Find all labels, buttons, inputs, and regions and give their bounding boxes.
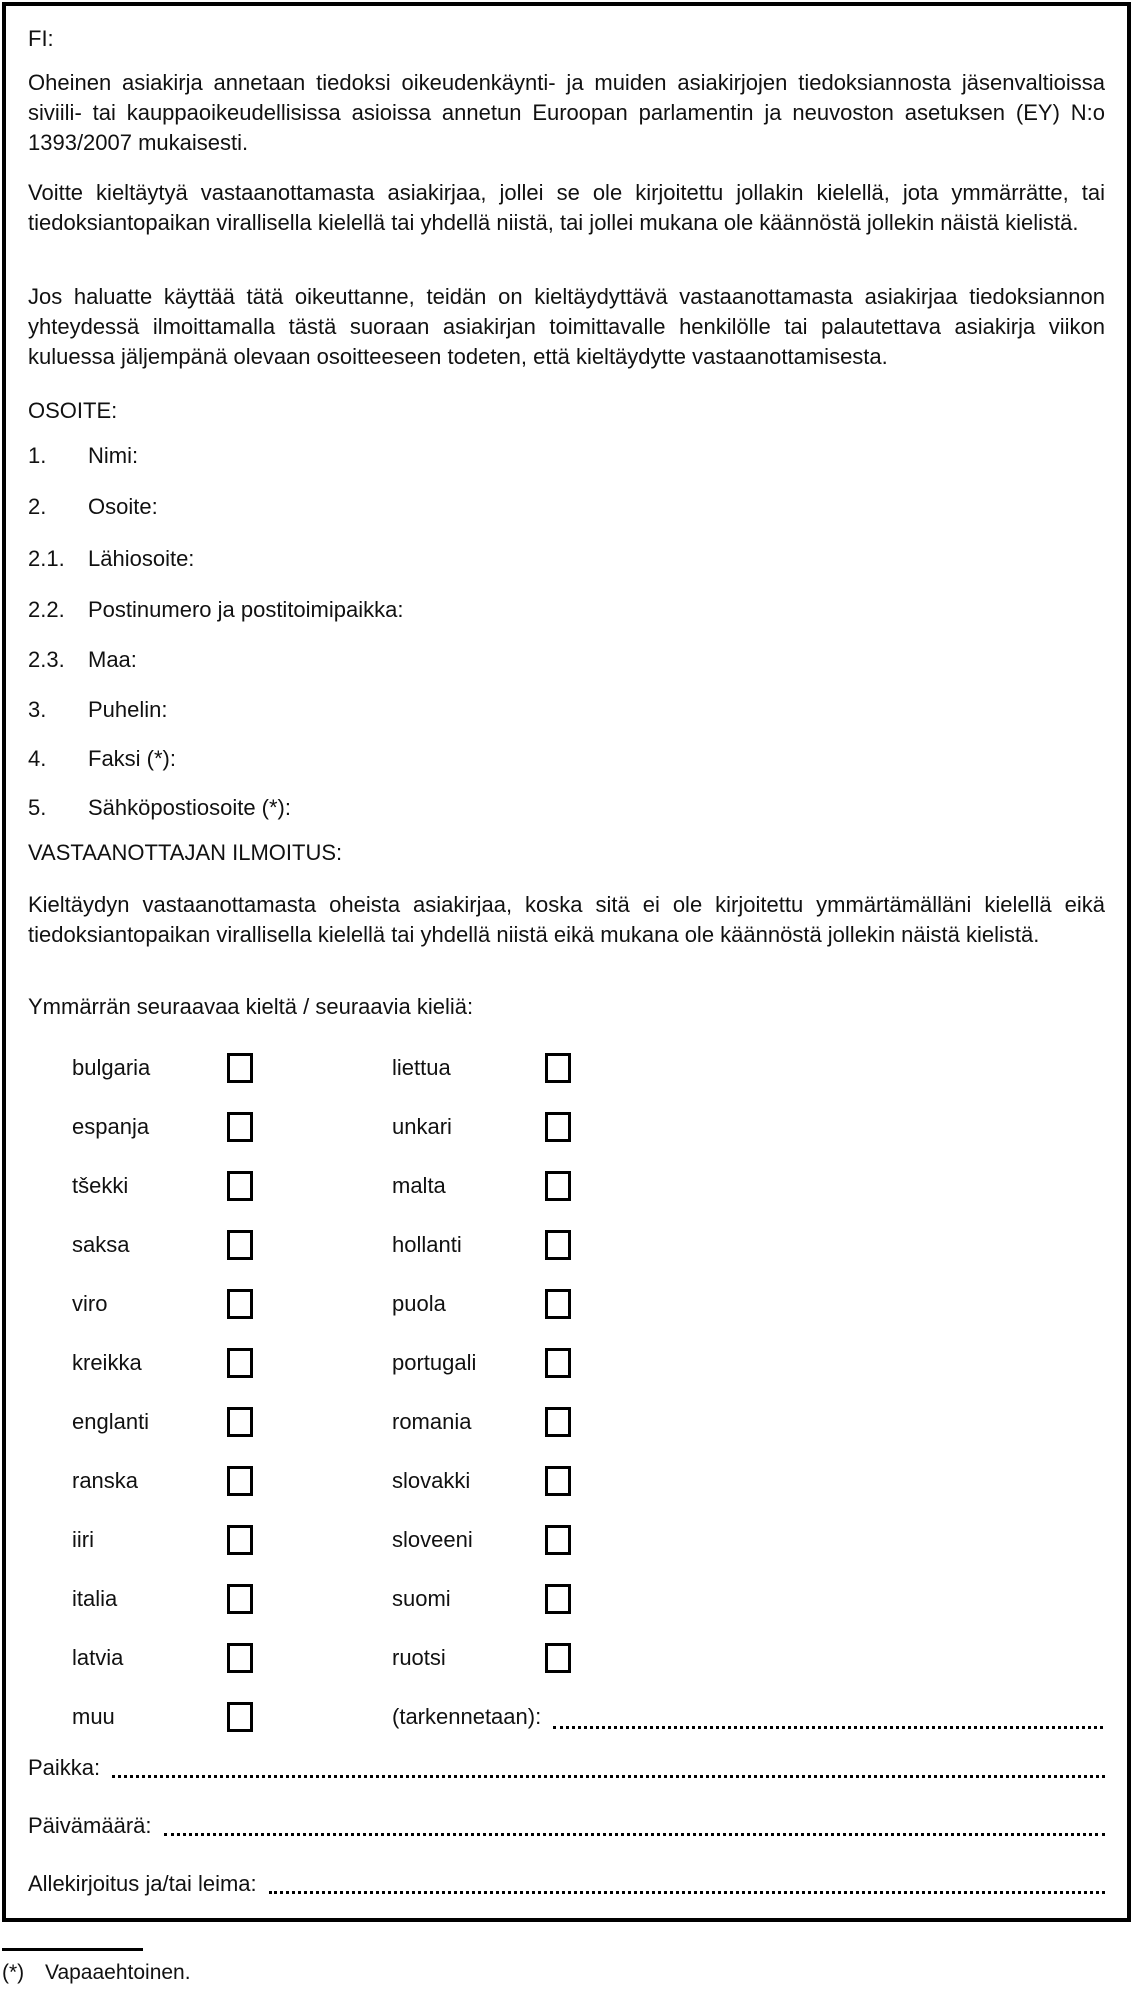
language-row-viro-puola bbox=[0, 1274, 1137, 1333]
language-checkbox-sloveeni[interactable] bbox=[545, 1525, 571, 1555]
language-row-ranska-slovakki bbox=[0, 1451, 1137, 1510]
language-label-romania: romania bbox=[392, 1408, 472, 1434]
language-checkbox-englanti[interactable] bbox=[227, 1407, 253, 1437]
item-label: Puhelin: bbox=[88, 697, 168, 722]
item-number: 2.3. bbox=[28, 647, 65, 672]
item-number: 4. bbox=[28, 746, 47, 771]
language-label-ranska: ranska bbox=[72, 1467, 139, 1493]
language-checkbox-italia[interactable] bbox=[227, 1584, 253, 1614]
language-checkbox-unkari[interactable] bbox=[545, 1112, 571, 1142]
language-label-englanti: englanti bbox=[72, 1408, 150, 1434]
language-label-slovakki: slovakki bbox=[392, 1467, 471, 1493]
language-checkbox-saksa[interactable] bbox=[227, 1230, 253, 1260]
language-checkbox-romania[interactable] bbox=[545, 1407, 571, 1437]
item-label: Nimi: bbox=[88, 443, 139, 468]
language-code-label: FI: bbox=[28, 26, 54, 51]
language-row-iiri-sloveeni bbox=[0, 1510, 1137, 1569]
language-row-englanti-romania bbox=[0, 1392, 1137, 1451]
language-label-muu: muu bbox=[72, 1703, 115, 1729]
language-row-tsekki-malta bbox=[0, 1156, 1137, 1215]
language-label-hollanti: hollanti bbox=[392, 1231, 462, 1257]
language-label-sloveeni: sloveeni bbox=[392, 1526, 473, 1552]
footnote-marker: (*) bbox=[2, 1961, 25, 1984]
item-number: 2.2. bbox=[28, 597, 65, 622]
date-fill-in-line[interactable] bbox=[164, 1811, 1105, 1836]
intro-paragraph-3: Jos haluatte käyttää tätä oikeuttanne, teidän on kieltäydyttävä vastaanottamasta asiakirjaa tiedoksiannon yhteydessä ilmoittamalla tästä suoraan asiakirjan toimittavalle henkilölle tai palautettava asiakirja viikon kuluessa jäljempänä olevaan osoitteeseen todeten, että kieltäydytte vastaanottamisesta. bbox=[28, 284, 1105, 369]
language-checkbox-ranska[interactable] bbox=[227, 1466, 253, 1496]
language-checkbox-espanja[interactable] bbox=[227, 1112, 253, 1142]
language-row-bulgaria-liettua bbox=[0, 1038, 1137, 1097]
language-checkbox-viro[interactable] bbox=[227, 1289, 253, 1319]
language-label-saksa: saksa bbox=[72, 1231, 130, 1257]
language-label-bulgaria: bulgaria bbox=[72, 1054, 151, 1080]
language-label-italia: italia bbox=[72, 1585, 118, 1611]
address-item-street bbox=[28, 544, 194, 574]
language-checkbox-ruotsi[interactable] bbox=[545, 1643, 571, 1673]
footnote-text: Vapaaehtoinen. bbox=[45, 1961, 191, 1984]
language-label-portugali: portugali bbox=[392, 1349, 477, 1375]
address-section-heading: OSOITE: bbox=[28, 398, 118, 423]
language-checkbox-malta[interactable] bbox=[545, 1171, 571, 1201]
language-row-espanja-unkari bbox=[0, 1097, 1137, 1156]
footnote-divider bbox=[2, 1948, 143, 1951]
signature-row bbox=[28, 1869, 1105, 1899]
language-checkbox-muu[interactable] bbox=[227, 1702, 253, 1732]
date-label: Päivämäärä: bbox=[28, 1813, 152, 1838]
language-label-unkari: unkari bbox=[392, 1113, 452, 1139]
declaration-body: Kieltäydyn vastaanottamasta oheista asiakirjaa, koska sitä ei ole kirjoitettu ymmärtämälläni kielellä eikä tiedoksiantopaikan virallisella kielellä tai yhdellä niistä eikä mukana ole käännöstä jollekin näistä kielistä. bbox=[28, 892, 1105, 947]
language-label-ruotsi: ruotsi bbox=[392, 1644, 446, 1670]
language-checkbox-puola[interactable] bbox=[545, 1289, 571, 1319]
item-label: Maa: bbox=[88, 647, 137, 672]
language-checkbox-tsekki[interactable] bbox=[227, 1171, 253, 1201]
place-fill-in-line[interactable] bbox=[112, 1753, 1105, 1778]
address-item-name bbox=[28, 441, 138, 471]
language-checkbox-hollanti[interactable] bbox=[545, 1230, 571, 1260]
language-checkbox-liettua[interactable] bbox=[545, 1053, 571, 1083]
item-number: 2. bbox=[28, 494, 47, 519]
language-label-liettua: liettua bbox=[392, 1054, 451, 1080]
language-label-iiri: iiri bbox=[72, 1526, 94, 1552]
language-checkbox-latvia[interactable] bbox=[227, 1643, 253, 1673]
address-item-phone bbox=[28, 695, 168, 725]
address-item-email bbox=[28, 793, 291, 823]
item-number: 5. bbox=[28, 795, 47, 820]
language-label-tsekki: tšekki bbox=[72, 1172, 129, 1198]
signature-label: Allekirjoitus ja/tai leima: bbox=[28, 1871, 257, 1896]
language-checkbox-slovakki[interactable] bbox=[545, 1466, 571, 1496]
signature-fill-in-line[interactable] bbox=[269, 1869, 1105, 1894]
item-number: 2.1. bbox=[28, 546, 65, 571]
intro-paragraph-1: Oheinen asiakirja annetaan tiedoksi oikeudenkäynti- ja muiden asiakirjojen tiedoksiannosta jäsenvaltioissa siviili- tai kauppaoikeudellisissa asioissa annetun Euroopan parlamentin ja neuvoston asetuksen (EY) N:o 1393/2007 mukaisesti. bbox=[28, 70, 1105, 155]
language-label-latvia: latvia bbox=[72, 1644, 124, 1670]
place-label: Paikka: bbox=[28, 1755, 101, 1780]
language-label-suomi: suomi bbox=[392, 1585, 451, 1611]
language-label-puola: puola bbox=[392, 1290, 446, 1316]
item-label: Osoite: bbox=[88, 494, 158, 519]
footnote bbox=[2, 1958, 191, 1988]
place-row bbox=[28, 1753, 1105, 1783]
item-label: Postinumero ja postitoimipaikka: bbox=[88, 597, 404, 622]
languages-prompt: Ymmärrän seuraavaa kieltä / seuraavia kieliä: bbox=[28, 994, 474, 1019]
language-checkbox-iiri[interactable] bbox=[227, 1525, 253, 1555]
language-checkbox-bulgaria[interactable] bbox=[227, 1053, 253, 1083]
language-row-saksa-hollanti bbox=[0, 1215, 1137, 1274]
language-checkbox-kreikka[interactable] bbox=[227, 1348, 253, 1378]
address-item-fax bbox=[28, 744, 176, 774]
language-row-italia-suomi bbox=[0, 1569, 1137, 1628]
date-row bbox=[28, 1811, 1105, 1841]
item-label: Faksi (*): bbox=[88, 746, 176, 771]
language-row-latvia-ruotsi bbox=[0, 1628, 1137, 1687]
specify-label: (tarkennetaan): bbox=[392, 1703, 542, 1729]
address-item-postcode bbox=[28, 595, 403, 625]
item-number: 3. bbox=[28, 697, 47, 722]
language-row-muu bbox=[0, 1687, 1137, 1746]
language-label-malta: malta bbox=[392, 1172, 446, 1198]
item-label: Lähiosoite: bbox=[88, 546, 195, 571]
address-item-country bbox=[28, 645, 137, 675]
language-label-espanja: espanja bbox=[72, 1113, 150, 1139]
item-label: Sähköpostiosoite (*): bbox=[88, 795, 291, 820]
language-checkbox-suomi[interactable] bbox=[545, 1584, 571, 1614]
intro-paragraph-2: Voitte kieltäytyä vastaanottamasta asiakirjaa, jollei se ole kirjoitettu jollakin kielellä, jota ymmärrätte, tai tiedoksiantopaikan virallisella kielellä tai yhdellä niistä, tai jollei mukana ole käännöstä jollekin näistä kielistä. bbox=[28, 180, 1105, 235]
language-label-viro: viro bbox=[72, 1290, 108, 1316]
language-checkbox-portugali[interactable] bbox=[545, 1348, 571, 1378]
declaration-heading: VASTAANOTTAJAN ILMOITUS: bbox=[28, 840, 343, 865]
address-item-address bbox=[28, 492, 158, 522]
item-number: 1. bbox=[28, 443, 47, 468]
specify-fill-in-line[interactable] bbox=[553, 1704, 1103, 1729]
language-label-kreikka: kreikka bbox=[72, 1349, 142, 1375]
language-row-kreikka-portugali bbox=[0, 1333, 1137, 1392]
